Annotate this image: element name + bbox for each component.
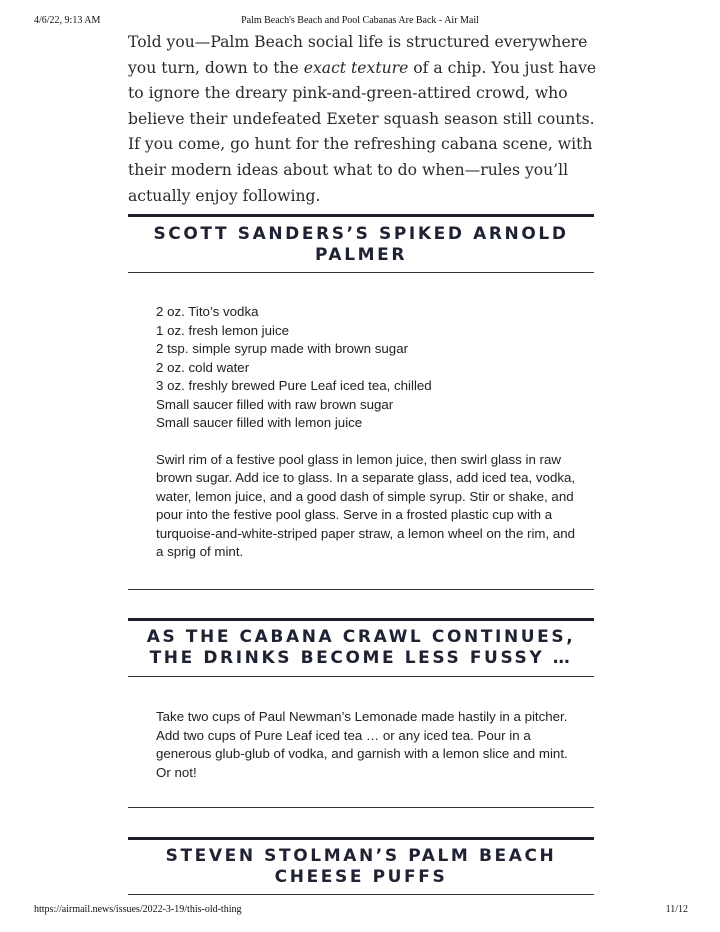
section-rule-bottom [128, 676, 594, 677]
ingredient-item: 2 oz. cold water [156, 359, 250, 375]
intro-paragraph [128, 30, 598, 209]
section-divider [128, 807, 594, 808]
recipe2-body [156, 708, 576, 782]
ingredient-item: 2 tsp. simple syrup made with brown sugar [156, 341, 409, 356]
recipe1-body [156, 303, 576, 562]
print-url: https://airmail.news/issues/2022-3-19/this-old-thing [34, 904, 242, 915]
print-page-number: 11/12 [665, 904, 688, 915]
recipe1-title: SCOTT SANDERS’S SPIKED ARNOLD PALMER [153, 224, 569, 265]
section-rule-top [128, 214, 594, 217]
section-rule-top [128, 837, 594, 840]
section-rule-bottom [128, 894, 594, 895]
recipe1-instructions: Swirl rim of a festive pool glass in lemon juice, then swirl glass in raw brown sugar. Add ice to glass. In a separate glass, add iced tea, vodka, water, lemon juice, and a good dash of simple syrup. Stir or shake, and pour into the festive pool glass. Serve in a frosted plastic cup with a turquoise-and-white-striped paper straw, a lemon wheel on the rim, and a sprig of mint. [156, 451, 576, 559]
intro-text-1: Told you—Palm Beach social life is structured everywhere you turn, down to the [128, 33, 588, 77]
recipe2-title: AS THE CABANA CRAWL CONTINUES, THE DRINKS BECOME LESS FUSSY … [146, 627, 576, 668]
recipe2-instructions: Take two cups of Paul Newman’s Lemonade made hastily in a pitcher. Add two cups of Pure Leaf iced tea … or any iced tea. Pour in a generous glub-glub of vodka, and garnish with a lemon slice and mint. Or not! [156, 709, 568, 780]
intro-emphasis: exact texture [303, 58, 409, 77]
ingredient-item: Small saucer filled with lemon juice [156, 415, 363, 430]
intro-text-2: of a chip. You just have to ignore the dreary pink-and-green-attired crowd, who believe their undefeated Exeter squash season still counts. If you come, go hunt for the refreshing cabana scene, with their modern ideas about what to do when—rules you’ll actually enjoy following. [128, 58, 597, 205]
ingredient-item: Small saucer filled with raw brown sugar [156, 396, 394, 412]
ingredient-item: 1 oz. fresh lemon juice [156, 322, 290, 338]
section-divider [128, 589, 594, 590]
ingredient-item: 2 oz. Tito’s vodka [156, 304, 259, 319]
print-page-title: Palm Beach's Beach and Pool Cabanas Are Back - Air Mail [241, 15, 479, 26]
section-rule-bottom [128, 272, 594, 273]
section-rule-top [128, 618, 594, 621]
ingredient-item: 3 oz. freshly brewed Pure Leaf iced tea, chilled [156, 378, 432, 393]
print-date: 4/6/22, 9:13 AM [34, 15, 101, 26]
ingredient-list [156, 303, 576, 433]
recipe3-title: STEVEN STOLMAN’S PALM BEACH CHEESE PUFFS [165, 846, 557, 887]
